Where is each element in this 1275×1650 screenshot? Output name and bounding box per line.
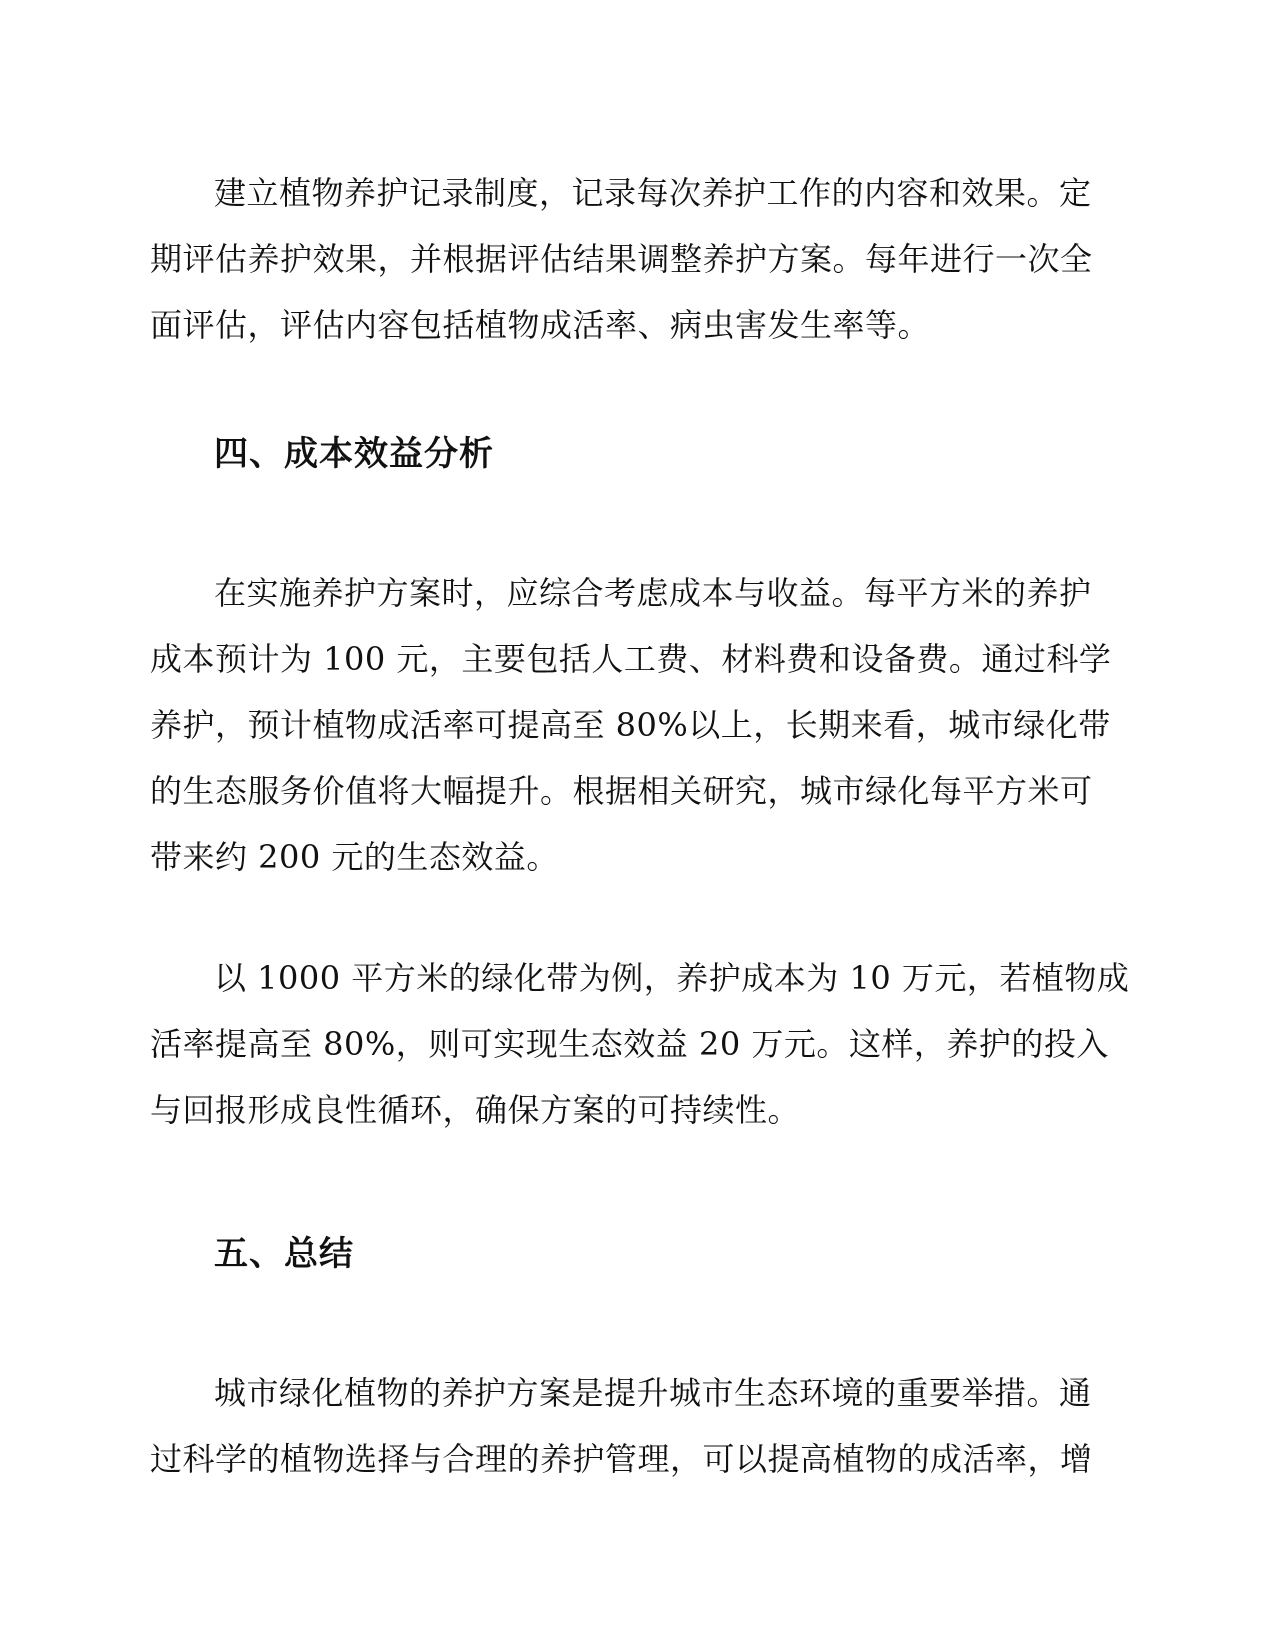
section-heading-cost-benefit: 四、成本效益分析 [214,434,494,474]
text-line: 在实施养护方案时，应综合考虑成本与收益。每平方米的养护 [214,574,1092,612]
paragraph-cost-intro [150,560,1120,890]
paragraph-cost-example [150,945,1130,1143]
paragraph-summary [150,1360,1120,1492]
text-line: 以 1000 平方米的绿化带为例，养护成本为 10 万元，若植物成 [214,959,1130,997]
text-line: 面评估，评估内容包括植物成活率、病虫害发生率等。 [150,306,931,344]
paragraph-maintenance-records [150,160,1120,358]
text-line: 建立植物养护记录制度，记录每次养护工作的内容和效果。定 [214,174,1092,212]
text-line: 带来约 200 元的生态效益。 [150,838,559,876]
text-line: 期评估养护效果，并根据评估结果调整养护方案。每年进行一次全 [150,240,1093,278]
text-line: 活率提高至 80%，则可实现生态效益 20 万元。这样，养护的投入 [150,1025,1109,1063]
text-line: 成本预计为 100 元，主要包括人工费、材料费和设备费。通过科学 [150,640,1112,678]
text-line: 的生态服务价值将大幅提升。根据相关研究，城市绿化每平方米可 [150,772,1093,810]
text-line: 城市绿化植物的养护方案是提升城市生态环境的重要举措。通 [214,1374,1092,1412]
section-heading-summary: 五、总结 [214,1234,354,1274]
text-line: 过科学的植物选择与合理的养护管理，可以提高植物的成活率，增 [150,1440,1093,1478]
text-line: 养护，预计植物成活率可提高至 80%以上，长期来看，城市绿化带 [150,706,1111,744]
text-line: 与回报形成良性循环，确保方案的可持续性。 [150,1091,801,1129]
